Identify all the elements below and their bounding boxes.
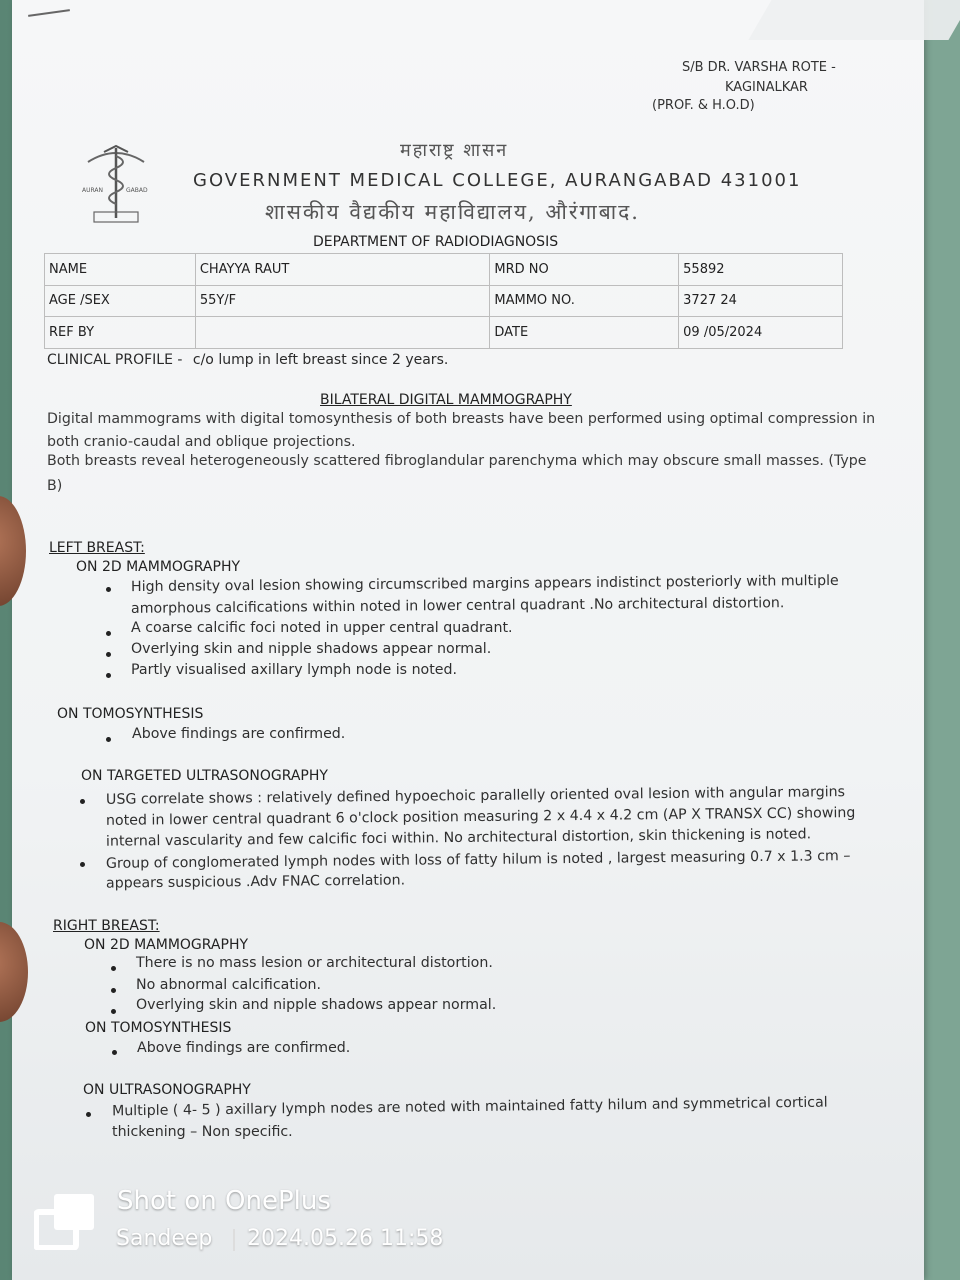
list-item: Multiple ( 4- 5 ) axillary lymph nodes are noted with maintained fatty hilum and symmetrical cortical (111, 1094, 828, 1120)
list-item: Above findings are confirmed. (137, 1040, 351, 1056)
report-intro-line: both cranio-caudal and oblique projections. (47, 434, 356, 450)
list-item: Overlying skin and nipple shadows appear normal. (131, 641, 492, 657)
logo-text-right: GABAD (126, 187, 148, 194)
table-cell: REF BY (45, 317, 196, 349)
table-cell: 09 /05/2024 (679, 317, 843, 349)
college-emblem-icon (80, 140, 152, 230)
table-cell: CHAYYA RAUT (195, 254, 490, 286)
list-item: appears suspicious .Adv FNAC correlation. (105, 872, 406, 892)
right-usg-heading: ON ULTRASONOGRAPHY (83, 1082, 251, 1098)
signature-line-3: (PROF. & H.O.D) (652, 98, 755, 113)
list-item: Above findings are confirmed. (132, 726, 346, 742)
bullet (111, 966, 116, 971)
report-intro-line: Digital mammograms with digital tomosynthesis of both breasts have been performed using optimal compression in (47, 411, 876, 427)
list-item: No abnormal calcification. (136, 977, 322, 993)
left-breast-heading: LEFT BREAST: (49, 540, 145, 556)
bullet (111, 1009, 116, 1014)
watermark-author: Sandeep (116, 1226, 213, 1251)
table-cell: 3727 24 (679, 285, 843, 317)
signature-line-1: S/B DR. VARSHA ROTE - (682, 60, 836, 75)
right-mammo-heading: ON 2D MAMMOGRAPHY (84, 937, 249, 953)
patient-info-table (44, 253, 843, 349)
left-mammo-heading: ON 2D MAMMOGRAPHY (76, 559, 241, 575)
left-tomo-heading: ON TOMOSYNTHESIS (57, 706, 204, 722)
list-item: Partly visualised axillary lymph node is noted. (131, 662, 458, 678)
table-cell: 55892 (679, 254, 843, 286)
breast-density-line: Both breasts reveal heterogeneously scattered fibroglandular parenchyma which may obscure small masses. (Type (47, 453, 867, 469)
signature-line-2: KAGINALKAR (725, 80, 808, 95)
table-cell: NAME (45, 254, 196, 286)
state-name-hindi: महाराष्ट्र शासन (400, 140, 509, 161)
table-cell: MRD NO (490, 254, 679, 286)
list-item: Overlying skin and nipple shadows appear normal. (136, 997, 497, 1013)
clinical-profile-label: CLINICAL PROFILE - (47, 352, 183, 368)
list-item: High density oval lesion showing circumscribed margins appears indistinct posteriorly with multiple (130, 572, 839, 596)
breast-density-line: B) (47, 478, 63, 494)
department-name: DEPARTMENT OF RADIODIAGNOSIS (313, 234, 559, 250)
table-row (45, 254, 843, 286)
list-item: amorphous calcifications within noted in lower central quadrant .No architectural distortion. (130, 595, 785, 617)
clinical-profile-text: c/o lump in left breast since 2 years. (192, 352, 449, 368)
clinical-profile (47, 352, 448, 368)
logo-text-left: AURAN (82, 187, 104, 194)
left-usg-heading: ON TARGETED ULTRASONOGRAPHY (81, 768, 328, 784)
bullet (106, 631, 111, 636)
bullet (106, 587, 111, 592)
table-cell (195, 317, 490, 349)
report-title: BILATERAL DIGITAL MAMMOGRAPHY (320, 392, 572, 408)
list-item: USG correlate shows : relatively defined hypoechoic parallelly oriented oval lesion with angular margins (105, 784, 846, 808)
list-item: internal vascularity and few calcific foci within. No architectural distortion, skin thickening is noted. (105, 826, 812, 850)
watermark-title: Shot on OnePlus (117, 1186, 331, 1216)
bullet (80, 799, 85, 804)
table-row (45, 285, 843, 317)
bullet (106, 652, 111, 657)
bullet (86, 1112, 91, 1117)
list-item: thickening – Non specific. (112, 1124, 293, 1140)
list-item: A coarse calcific foci noted in upper central quadrant. (131, 620, 513, 636)
watermark-separator (233, 1229, 235, 1251)
bullet (106, 737, 111, 742)
list-item: Group of conglomerated lymph nodes with loss of fatty hilum is noted , largest measuring 0.7 x 1.3 cm – (105, 848, 851, 872)
table-cell: 55Y/F (195, 285, 490, 317)
table-cell: AGE /SEX (45, 285, 196, 317)
table-cell: MAMMO NO. (490, 285, 679, 317)
bullet (112, 1050, 117, 1055)
table-row (45, 317, 843, 349)
right-tomo-heading: ON TOMOSYNTHESIS (85, 1020, 232, 1036)
table-cell: DATE (490, 317, 679, 349)
list-item: noted in lower central quadrant 6 o'clock position measuring 2 x 4.4 x 4.2 cm (AP X TRANSX CC) showing (105, 805, 856, 829)
paper-fold-corner (748, 0, 960, 40)
college-name: GOVERNMENT MEDICAL COLLEGE, AURANGABAD 431001 (193, 170, 802, 191)
bullet (80, 862, 85, 867)
list-item: There is no mass lesion or architectural distortion. (136, 955, 493, 971)
college-name-hindi: शासकीय वैद्यकीय महाविद्यालय, औरंगाबाद. (265, 200, 640, 224)
bullet (106, 673, 111, 678)
oneplus-camera-icon (34, 1192, 96, 1250)
watermark-datetime: 2024.05.26 11:58 (247, 1226, 444, 1251)
bullet (111, 988, 116, 993)
right-breast-heading: RIGHT BREAST: (53, 918, 160, 934)
